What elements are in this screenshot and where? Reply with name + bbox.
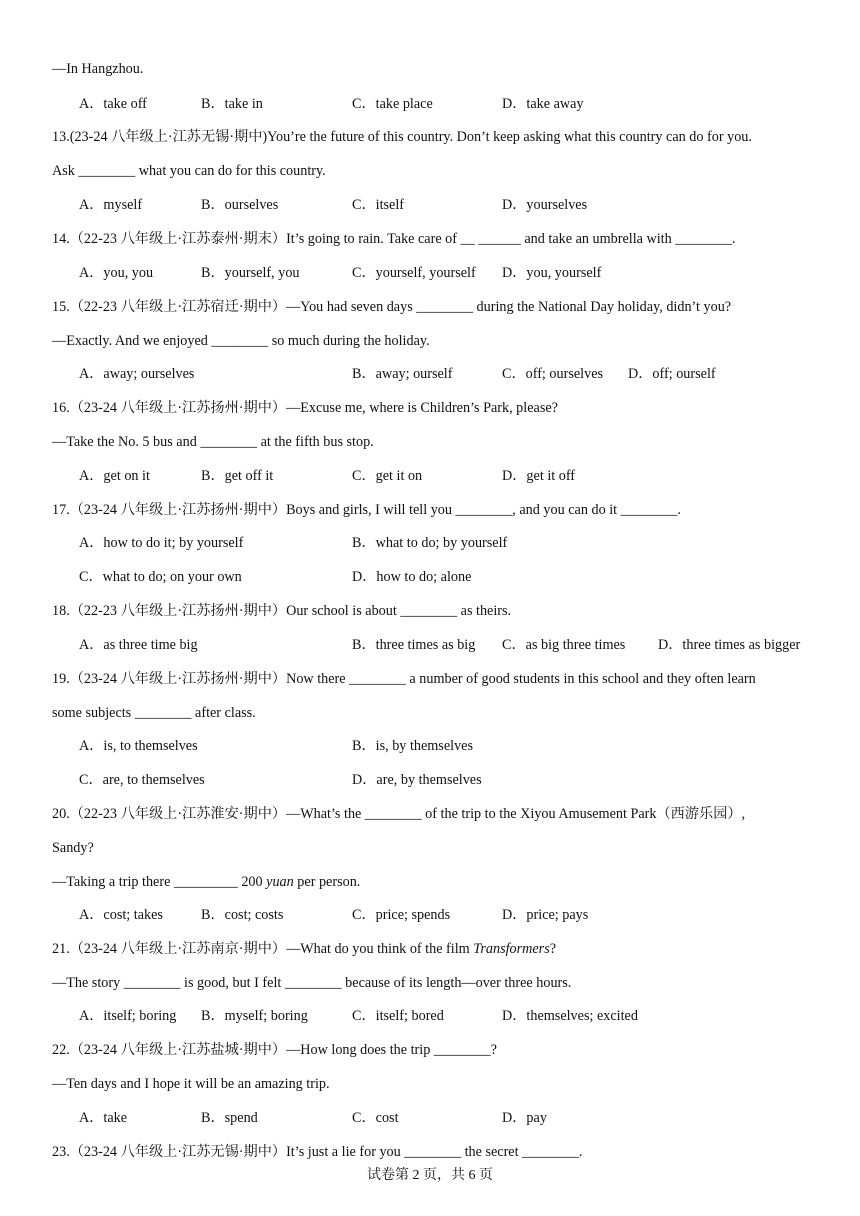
option-b[interactable]: B．away; ourself: [352, 366, 453, 382]
option-a[interactable]: A．cost; takes: [79, 907, 163, 923]
question-21-cont: —The story ________ is good, but I felt ________ because of its length—over three hours.: [52, 975, 572, 991]
page-footer: 试卷第 2 页，共 6 页: [367, 1168, 493, 1183]
option-d[interactable]: D．price; pays: [502, 907, 589, 923]
options-q19-ab: [0, 737, 860, 755]
option-c[interactable]: C．itself; bored: [352, 1008, 444, 1024]
question-21-text: 21.（23-24 八年级上·江苏南京·期中）—What do you think of the film: [52, 941, 474, 957]
currency-word: yuan: [266, 874, 294, 890]
option-a[interactable]: A．you, you: [79, 265, 154, 281]
answer-after: per person.: [293, 874, 361, 890]
option-c[interactable]: C．take place: [352, 96, 433, 112]
option-a[interactable]: A．how to do it; by yourself: [79, 535, 244, 551]
option-b[interactable]: B．cost; costs: [201, 907, 284, 923]
question-16: 16.（23-24 八年级上·江苏扬州·期中）—Excuse me, where is Children’s Park, please?: [52, 400, 558, 416]
options-q19-cd: [0, 771, 860, 789]
option-c[interactable]: C．off; ourselves: [502, 366, 604, 382]
question-20-cont: Sandy?: [52, 840, 94, 856]
question-23: 23.（23-24 八年级上·江苏无锡·期中）It’s just a lie for you ________ the secret ________.: [52, 1144, 583, 1160]
question-15-cont: —Exactly. And we enjoyed ________ so much during the holiday.: [52, 333, 430, 349]
options-q13: [0, 196, 860, 214]
question-19: 19.（23-24 八年级上·江苏扬州·期中）Now there ________ a number of good students in this school and they often learn: [52, 671, 756, 687]
question-22-cont: —Ten days and I hope it will be an amazing trip.: [52, 1076, 330, 1092]
options-q17-cd: [0, 568, 860, 586]
question-16-cont: —Take the No. 5 bus and ________ at the fifth bus stop.: [52, 434, 374, 450]
option-a[interactable]: A．get on it: [79, 468, 150, 484]
option-b[interactable]: B．take in: [201, 96, 263, 112]
option-b[interactable]: B．get off it: [201, 468, 274, 484]
options-q17-ab: [0, 534, 860, 552]
option-b[interactable]: B．what to do; by yourself: [352, 535, 508, 551]
options-q16: [0, 467, 860, 485]
option-d[interactable]: D．how to do; alone: [352, 569, 472, 585]
question-18: 18.（22-23 八年级上·江苏扬州·期中）Our school is about ________ as theirs.: [52, 603, 512, 619]
options-q15: [0, 365, 860, 383]
option-d[interactable]: D．off; ourself: [628, 366, 716, 382]
option-c[interactable]: C．price; spends: [352, 907, 451, 923]
options-q21: [0, 1007, 860, 1025]
question-19-cont: some subjects ________ after class.: [52, 705, 256, 721]
option-c[interactable]: C．get it on: [352, 468, 423, 484]
options-q14: [0, 264, 860, 282]
option-c[interactable]: C．are, to themselves: [79, 772, 205, 788]
option-c[interactable]: C．yourself, yourself: [352, 265, 476, 281]
question-mark: ?: [549, 941, 557, 957]
option-d[interactable]: D．are, by themselves: [352, 772, 482, 788]
option-d[interactable]: D．take away: [502, 96, 584, 112]
question-17: 17.（23-24 八年级上·江苏扬州·期中）Boys and girls, I will tell you ________, and you can do it ________.: [52, 502, 681, 518]
option-c[interactable]: C．what to do; on your own: [79, 569, 242, 585]
film-title: Transformers: [473, 941, 550, 957]
question-20: 20.（22-23 八年级上·江苏淮安·期中）—What’s the ________ of the trip to the Xiyou Amusement Park（西游乐园）,: [52, 806, 746, 822]
option-a[interactable]: A．as three time big: [79, 637, 198, 653]
options-q12: [0, 95, 860, 113]
option-d[interactable]: D．pay: [502, 1110, 547, 1126]
option-a[interactable]: A．myself: [79, 197, 143, 213]
question-22: 22.（23-24 八年级上·江苏盐城·期中）—How long does the trip ________?: [52, 1042, 497, 1058]
option-d[interactable]: D．three times as bigger: [658, 637, 801, 653]
question-21: [52, 940, 556, 958]
answer-before: —Taking a trip there _________ 200: [52, 874, 267, 890]
option-a[interactable]: A．take: [79, 1110, 128, 1126]
question-20-answer-line: [52, 873, 360, 891]
option-a[interactable]: A．take off: [79, 96, 147, 112]
options-q20: [0, 906, 860, 924]
options-q22: [0, 1109, 860, 1127]
option-a[interactable]: A．is, to themselves: [79, 738, 198, 754]
option-b[interactable]: B．myself; boring: [201, 1008, 308, 1024]
option-b[interactable]: B．ourselves: [201, 197, 279, 213]
option-a[interactable]: A．itself; boring: [79, 1008, 177, 1024]
option-c[interactable]: C．as big three times: [502, 637, 626, 653]
option-b[interactable]: B．is, by themselves: [352, 738, 473, 754]
option-c[interactable]: C．cost: [352, 1110, 399, 1126]
question-13-cont: Ask ________ what you can do for this country.: [52, 163, 326, 179]
options-q18: [0, 636, 860, 654]
question-13: 13.(23-24 八年级上·江苏无锡·期中)You’re the future of this country. Don’t keep asking what this country can do for you.: [52, 129, 752, 145]
option-b[interactable]: B．spend: [201, 1110, 258, 1126]
option-d[interactable]: D．you, yourself: [502, 265, 602, 281]
option-a[interactable]: A．away; ourselves: [79, 366, 195, 382]
option-d[interactable]: D．get it off: [502, 468, 576, 484]
option-b[interactable]: B．three times as big: [352, 637, 476, 653]
option-d[interactable]: D．yourselves: [502, 197, 588, 213]
question-14: 14.（22-23 八年级上·江苏泰州·期末）It’s going to rain. Take care of __ ______ and take an umbrella with ________.: [52, 231, 736, 247]
answer-line-q12: —In Hangzhou.: [52, 61, 144, 77]
option-c[interactable]: C．itself: [352, 197, 405, 213]
question-15: 15.（22-23 八年级上·江苏宿迁·期中）—You had seven days ________ during the National Day holiday, didn’t you?: [52, 299, 732, 315]
option-b[interactable]: B．yourself, you: [201, 265, 300, 281]
option-d[interactable]: D．themselves; excited: [502, 1008, 638, 1024]
